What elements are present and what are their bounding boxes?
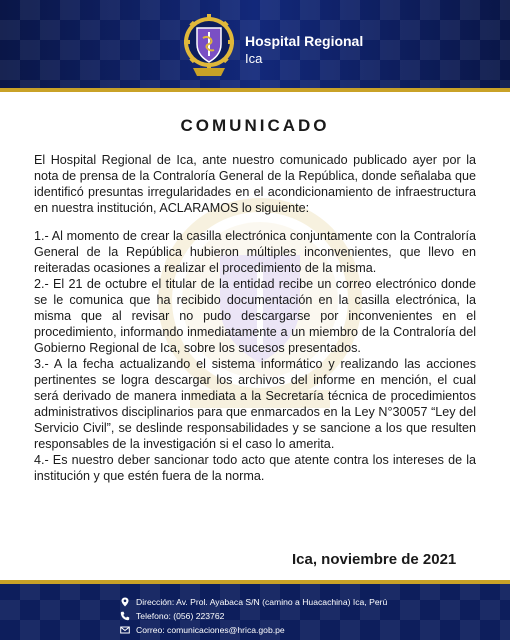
location-pin-icon [120,597,130,607]
phone-text: Telefono: (056) 223762 [136,611,225,621]
list-item: 4.- Es nuestro deber sancionar todo acto que atente contra los intereses de la institución y que estén fuera de la norma. [34,453,476,483]
address-text: Dirección: Av. Prol. Ayabaca S/N (camino a Huacachina) Ica, Perú [136,597,388,607]
hospital-logo-icon [183,12,235,78]
mail-icon [120,625,130,635]
list-item: 2.- El 21 de octubre el titular de la entidad recibe un correo electrónico donde se le comunica que ha recibido documentación en la casilla electrónica, la misma que al revisar no pudo descargarse por inconvenientes en el procedimiento, informando inmediatamente a un miembro de la Contraloría del Gobierno Regional de Ica, sobre los sucesos presentados. [34,277,476,355]
document-body [34,152,476,484]
document-title: COMUNICADO [180,116,330,135]
header-divider [0,88,510,92]
footer-divider [0,580,510,584]
hospital-name: Hospital Regional [245,33,364,49]
email-text[interactable]: Correo: comunicaciones@hrica.gob.pe [136,625,285,635]
footer-phone [120,611,224,621]
footer-email [120,625,285,635]
list-item: 1.- Al momento de crear la casilla electrónica conjuntamente con la Contraloría General de la República hubieron múltiples inconvenientes, que llevo en reiteradas ocasiones a realizar el procedimiento de la misma. [34,229,476,275]
footer-address [120,597,387,607]
phone-icon [120,611,130,621]
hospital-city: Ica [245,51,263,66]
paragraph-gap [34,216,476,228]
list-item: 3.- A la fecha actualizando el sistema informático y realizando las acciones pertinentes se logra descargar los archivos del informe en mención, el cual será derivado de manera inmediata a la Secretaría técnica de procedimientos administrativos disciplinarios para que enmarcados en la Ley N°30057 “Ley del Servicio Civil”, se deslinde responsabilidades y se sancione a los que resulten responsables de la investigación si el caso lo amerita. [34,357,476,451]
intro-paragraph: El Hospital Regional de Ica, ante nuestro comunicado publicado ayer por la nota de prensa de la Contraloría General de la República, donde señalaba que identificó presuntas irregularidades en el acondicionamiento de infraestructura en nuestra institución, ACLARAMOS lo siguiente: [34,153,476,215]
document-date: Ica, noviembre de 2021 [292,551,457,568]
